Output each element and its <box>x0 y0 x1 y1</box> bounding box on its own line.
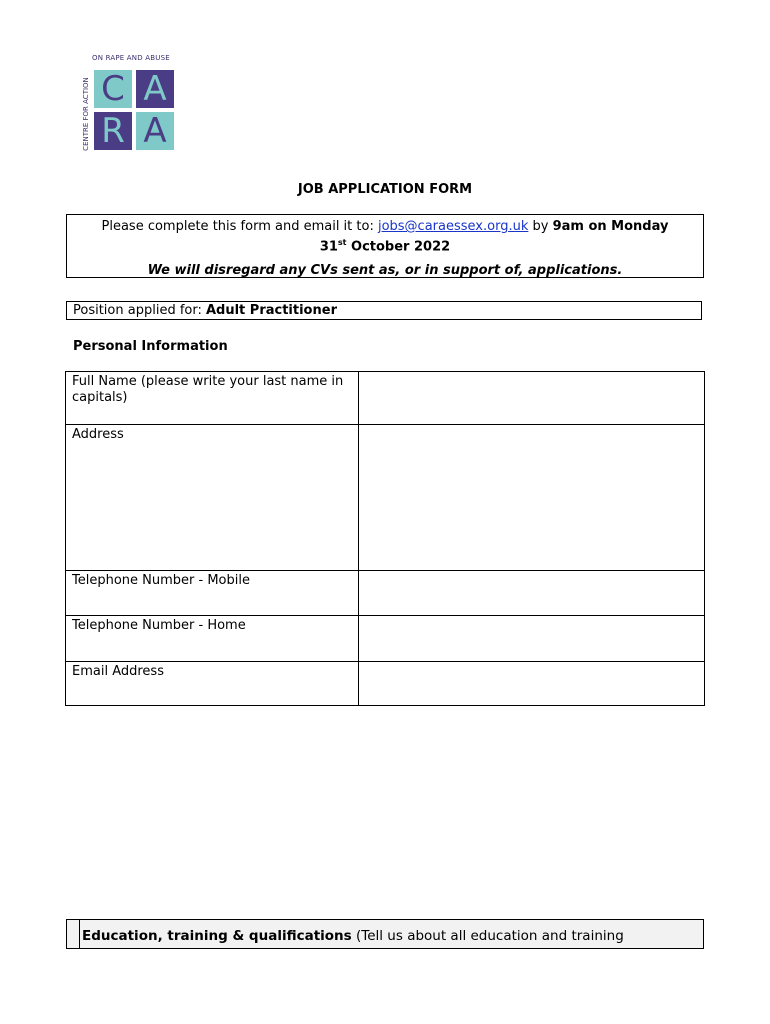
instructions-prefix: Please complete this form and email it to: <box>101 219 378 234</box>
table-row <box>66 616 705 662</box>
table-row <box>66 662 705 706</box>
home-phone-field[interactable] <box>359 616 705 662</box>
mobile-phone-label: Telephone Number - Mobile <box>66 571 359 616</box>
mobile-phone-field[interactable] <box>359 571 705 616</box>
education-section-header <box>66 919 704 949</box>
logo-tile-c: C <box>94 70 132 108</box>
position-value: Adult Practitioner <box>205 303 337 318</box>
table-row <box>66 571 705 616</box>
personal-info-table <box>65 371 705 706</box>
logo-side-text: CENTRE FOR ACTION <box>82 77 90 151</box>
table-row <box>66 372 705 425</box>
full-name-label: Full Name (please write your last name in capitals) <box>66 372 359 425</box>
education-heading <box>82 928 624 944</box>
logo-tile-r: R <box>94 112 132 150</box>
logo-arc-text: ON RAPE AND ABUSE <box>92 54 170 62</box>
logo-tile-a2: A <box>136 112 174 150</box>
instructions-box <box>66 214 704 278</box>
email-field[interactable] <box>359 662 705 706</box>
full-name-field[interactable] <box>359 372 705 425</box>
table-row <box>66 425 705 571</box>
deadline-day-suffix: st <box>337 238 347 247</box>
cara-logo <box>78 52 182 158</box>
logo-tile-a: A <box>136 70 174 108</box>
education-subtitle: (Tell us about all education and training <box>351 928 624 944</box>
personal-info-heading: Personal Information <box>73 339 228 354</box>
instructions-by: by <box>528 219 553 234</box>
deadline-day: 31 <box>319 239 338 255</box>
deadline-time: 9am on Monday <box>552 219 669 234</box>
address-label: Address <box>66 425 359 571</box>
page-title: JOB APPLICATION FORM <box>297 182 473 197</box>
deadline-date <box>67 235 703 255</box>
position-label: Position applied for: <box>73 303 206 318</box>
email-link[interactable]: jobs@caraessex.org.uk <box>377 219 529 234</box>
education-divider <box>79 920 80 948</box>
position-applied-box <box>66 301 702 320</box>
address-field[interactable] <box>359 425 705 571</box>
email-label: Email Address <box>66 662 359 706</box>
cv-warning: We will disregard any CVs sent as, or in support of, applications. <box>147 263 623 279</box>
home-phone-label: Telephone Number - Home <box>66 616 359 662</box>
instructions-line <box>67 219 703 235</box>
deadline-month-year: October 2022 <box>346 239 451 255</box>
education-title: Education, training & qualifications <box>82 928 352 944</box>
